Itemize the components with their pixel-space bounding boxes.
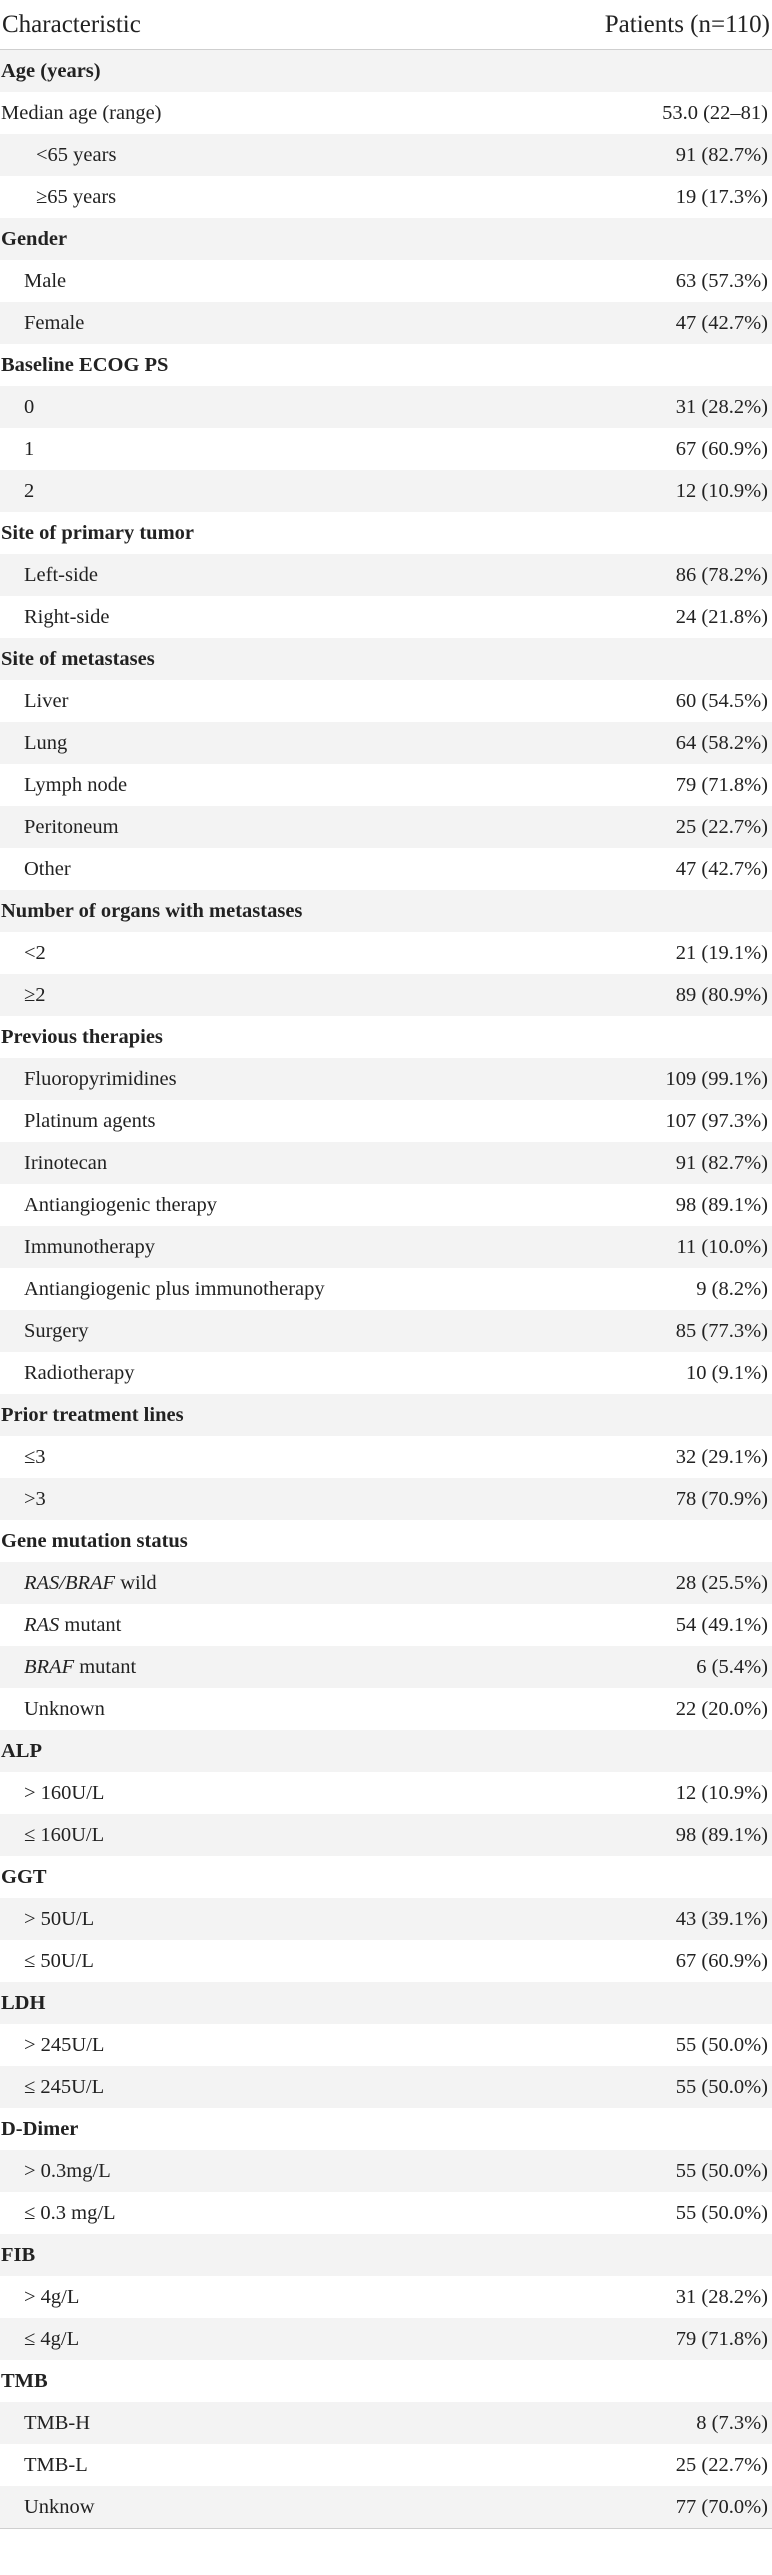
row-value: 28 (25.5%) bbox=[675, 1571, 768, 1594]
row-label: Male bbox=[24, 269, 67, 292]
row-label: Peritoneum bbox=[24, 815, 119, 838]
row-label: Lymph node bbox=[24, 773, 128, 796]
category-row bbox=[0, 1856, 772, 1898]
gene-name: RAS/BRAF bbox=[24, 1571, 116, 1594]
table-row bbox=[0, 806, 772, 848]
table-row bbox=[0, 680, 772, 722]
row-label: Median age (range) bbox=[1, 101, 162, 124]
table-row bbox=[0, 1436, 772, 1478]
row-value: 47 (42.7%) bbox=[675, 857, 768, 880]
row-value: 64 (58.2%) bbox=[675, 731, 768, 754]
table-row bbox=[0, 1142, 772, 1184]
row-value: 24 (21.8%) bbox=[675, 605, 768, 628]
table-row bbox=[0, 1226, 772, 1268]
table-bottom-rule bbox=[0, 2528, 772, 2529]
category-label: Previous therapies bbox=[1, 1025, 163, 1048]
row-value: 67 (60.9%) bbox=[675, 1949, 768, 1972]
row-label: ≤ 0.3 mg/L bbox=[24, 2201, 116, 2224]
row-label: Antiangiogenic plus immunotherapy bbox=[24, 1277, 325, 1300]
table-row bbox=[0, 1688, 772, 1730]
row-value: 55 (50.0%) bbox=[675, 2033, 768, 2056]
table-row bbox=[0, 134, 772, 176]
column-header-patients: Patients (n=110) bbox=[604, 10, 770, 38]
table-row bbox=[0, 260, 772, 302]
category-label: Site of primary tumor bbox=[1, 521, 194, 544]
row-value: 22 (20.0%) bbox=[675, 1697, 768, 1720]
table-row bbox=[0, 1898, 772, 1940]
row-label: >3 bbox=[24, 1487, 46, 1510]
row-value: 19 (17.3%) bbox=[675, 185, 768, 208]
row-value: 86 (78.2%) bbox=[675, 563, 768, 586]
category-row bbox=[0, 1982, 772, 2024]
row-label: ≤ 50U/L bbox=[24, 1949, 94, 1972]
row-value: 12 (10.9%) bbox=[675, 1781, 768, 1804]
row-value: 55 (50.0%) bbox=[675, 2201, 768, 2224]
table-row bbox=[0, 1268, 772, 1310]
row-label: Liver bbox=[24, 689, 69, 712]
table-row bbox=[0, 1310, 772, 1352]
table-header bbox=[0, 0, 772, 50]
table-row bbox=[0, 2066, 772, 2108]
row-label: > 0.3mg/L bbox=[24, 2159, 111, 2182]
row-value: 47 (42.7%) bbox=[675, 311, 768, 334]
category-row bbox=[0, 1016, 772, 1058]
row-value: 53.0 (22–81) bbox=[662, 101, 768, 124]
row-label: > 160U/L bbox=[24, 1781, 105, 1804]
row-value: 67 (60.9%) bbox=[675, 437, 768, 460]
table-row bbox=[0, 2276, 772, 2318]
category-row bbox=[0, 890, 772, 932]
row-label: > 50U/L bbox=[24, 1907, 95, 1930]
row-label: Other bbox=[24, 857, 71, 880]
row-value: 91 (82.7%) bbox=[675, 1151, 768, 1174]
category-row bbox=[0, 2360, 772, 2402]
table-body bbox=[0, 50, 772, 2528]
row-label: Right-side bbox=[24, 605, 110, 628]
table-row bbox=[0, 470, 772, 512]
row-label: Radiotherapy bbox=[24, 1361, 135, 1384]
table-row bbox=[0, 764, 772, 806]
row-label: Unknown bbox=[24, 1697, 105, 1720]
category-label: TMB bbox=[1, 2369, 48, 2392]
category-label: Age (years) bbox=[1, 59, 101, 82]
table-row bbox=[0, 1352, 772, 1394]
row-label: TMB-L bbox=[24, 2453, 88, 2476]
row-value: 77 (70.0%) bbox=[675, 2495, 768, 2518]
row-value: 89 (80.9%) bbox=[675, 983, 768, 1006]
row-label: Unknow bbox=[24, 2495, 95, 2518]
table-row bbox=[0, 1100, 772, 1142]
row-label: ≥2 bbox=[24, 983, 46, 1006]
row-value: 79 (71.8%) bbox=[675, 2327, 768, 2350]
row-label bbox=[0, 1614, 121, 1637]
table-row bbox=[0, 2192, 772, 2234]
row-label: <65 years bbox=[36, 143, 117, 166]
table-row bbox=[0, 974, 772, 1016]
table-row bbox=[0, 92, 772, 134]
category-row bbox=[0, 218, 772, 260]
gene-name: BRAF bbox=[24, 1655, 75, 1678]
category-row bbox=[0, 344, 772, 386]
category-label: Number of organs with metastases bbox=[1, 899, 303, 922]
row-label: <2 bbox=[24, 941, 46, 964]
category-label: ALP bbox=[1, 1739, 42, 1762]
row-value: 98 (89.1%) bbox=[675, 1193, 768, 1216]
row-label: 1 bbox=[24, 437, 35, 460]
category-label: Baseline ECOG PS bbox=[1, 353, 169, 376]
table-row bbox=[0, 2318, 772, 2360]
category-label: Gender bbox=[1, 227, 68, 250]
category-label: Site of metastases bbox=[1, 647, 155, 670]
row-label: Irinotecan bbox=[24, 1151, 108, 1174]
row-value: 12 (10.9%) bbox=[675, 479, 768, 502]
table-row bbox=[0, 1646, 772, 1688]
row-label-rest: mutant bbox=[74, 1655, 137, 1678]
row-label: ≤ 4g/L bbox=[24, 2327, 80, 2350]
row-label-rest: mutant bbox=[59, 1613, 122, 1636]
row-label bbox=[0, 1572, 157, 1595]
row-value: 63 (57.3%) bbox=[675, 269, 768, 292]
table-row bbox=[0, 1562, 772, 1604]
row-value: 25 (22.7%) bbox=[675, 2453, 768, 2476]
row-value: 91 (82.7%) bbox=[675, 143, 768, 166]
row-label: ≥65 years bbox=[36, 185, 117, 208]
row-label-rest: wild bbox=[115, 1571, 157, 1594]
table-row bbox=[0, 176, 772, 218]
category-row bbox=[0, 2108, 772, 2150]
row-label: TMB-H bbox=[24, 2411, 91, 2434]
table-row bbox=[0, 848, 772, 890]
category-row bbox=[0, 50, 772, 92]
table-row bbox=[0, 554, 772, 596]
table-row bbox=[0, 596, 772, 638]
table-row bbox=[0, 2150, 772, 2192]
gene-name: RAS bbox=[24, 1613, 60, 1636]
table-row bbox=[0, 1940, 772, 1982]
row-value: 31 (28.2%) bbox=[675, 395, 768, 418]
row-value: 79 (71.8%) bbox=[675, 773, 768, 796]
row-label: 2 bbox=[24, 479, 35, 502]
table-row bbox=[0, 1604, 772, 1646]
row-value: 78 (70.9%) bbox=[675, 1487, 768, 1510]
row-label: > 245U/L bbox=[24, 2033, 105, 2056]
row-value: 43 (39.1%) bbox=[675, 1907, 768, 1930]
table-row bbox=[0, 1184, 772, 1226]
row-value: 25 (22.7%) bbox=[675, 815, 768, 838]
category-label: Prior treatment lines bbox=[1, 1403, 184, 1426]
row-label: Immunotherapy bbox=[24, 1235, 155, 1258]
row-value: 109 (99.1%) bbox=[665, 1067, 768, 1090]
category-row bbox=[0, 1520, 772, 1562]
row-label: Fluoropyrimidines bbox=[24, 1067, 177, 1090]
row-label: ≤ 160U/L bbox=[24, 1823, 105, 1846]
table-row bbox=[0, 1478, 772, 1520]
row-value: 85 (77.3%) bbox=[675, 1319, 768, 1342]
row-label: Platinum agents bbox=[24, 1109, 156, 1132]
category-row bbox=[0, 1730, 772, 1772]
row-value: 9 (8.2%) bbox=[696, 1277, 768, 1300]
row-value: 107 (97.3%) bbox=[665, 1109, 768, 1132]
table-row bbox=[0, 1814, 772, 1856]
row-value: 11 (10.0%) bbox=[676, 1235, 768, 1258]
table-row bbox=[0, 2444, 772, 2486]
row-value: 55 (50.0%) bbox=[675, 2159, 768, 2182]
table-row bbox=[0, 428, 772, 470]
row-label: Female bbox=[24, 311, 85, 334]
row-label bbox=[0, 1656, 136, 1679]
category-label: LDH bbox=[1, 1991, 46, 2014]
column-header-characteristic: Characteristic bbox=[2, 10, 141, 38]
table-row bbox=[0, 2402, 772, 2444]
row-value: 21 (19.1%) bbox=[675, 941, 768, 964]
row-label: Left-side bbox=[24, 563, 98, 586]
table-row bbox=[0, 2486, 772, 2528]
table-row bbox=[0, 722, 772, 764]
category-row bbox=[0, 2234, 772, 2276]
row-value: 98 (89.1%) bbox=[675, 1823, 768, 1846]
row-label: ≤3 bbox=[24, 1445, 46, 1468]
category-label: D-Dimer bbox=[1, 2117, 79, 2140]
row-value: 10 (9.1%) bbox=[686, 1361, 768, 1384]
row-value: 60 (54.5%) bbox=[675, 689, 768, 712]
table-row bbox=[0, 1058, 772, 1100]
category-row bbox=[0, 638, 772, 680]
table-row bbox=[0, 2024, 772, 2066]
row-label: Antiangiogenic therapy bbox=[24, 1193, 217, 1216]
row-value: 31 (28.2%) bbox=[675, 2285, 768, 2308]
row-value: 8 (7.3%) bbox=[696, 2411, 768, 2434]
category-label: FIB bbox=[1, 2243, 36, 2266]
category-row bbox=[0, 512, 772, 554]
row-label: 0 bbox=[24, 395, 35, 418]
table-row bbox=[0, 302, 772, 344]
table-row bbox=[0, 386, 772, 428]
category-label: Gene mutation status bbox=[1, 1529, 188, 1552]
row-value: 6 (5.4%) bbox=[696, 1655, 768, 1678]
row-label: ≤ 245U/L bbox=[24, 2075, 105, 2098]
table-row bbox=[0, 1772, 772, 1814]
row-label: > 4g/L bbox=[24, 2285, 80, 2308]
row-label: Surgery bbox=[24, 1319, 89, 1342]
row-value: 32 (29.1%) bbox=[675, 1445, 768, 1468]
category-label: GGT bbox=[1, 1865, 47, 1888]
row-value: 54 (49.1%) bbox=[675, 1613, 768, 1636]
row-value: 55 (50.0%) bbox=[675, 2075, 768, 2098]
table-row bbox=[0, 932, 772, 974]
row-label: Lung bbox=[24, 731, 68, 754]
category-row bbox=[0, 1394, 772, 1436]
